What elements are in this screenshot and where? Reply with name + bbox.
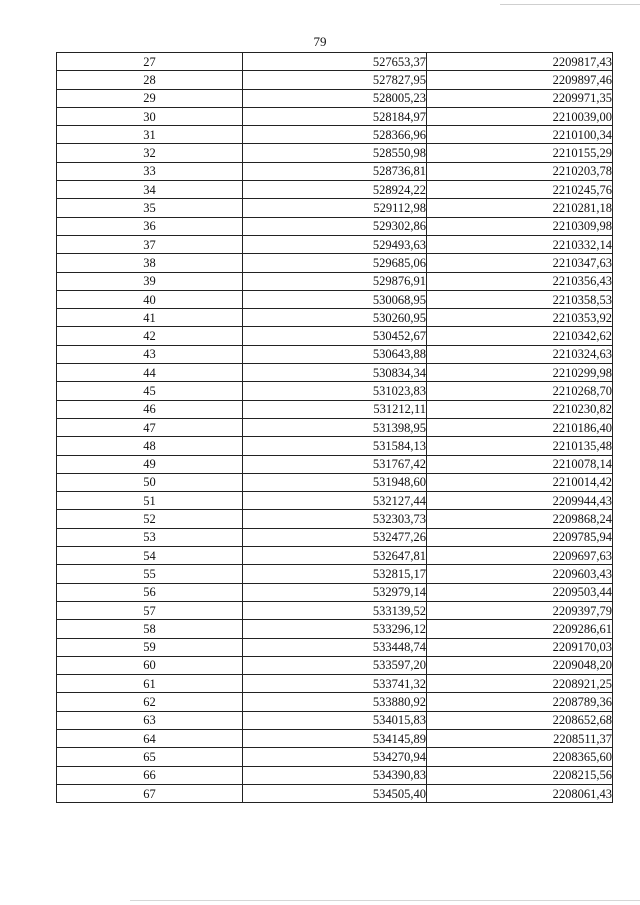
x-coordinate-cell: 530068,95 (243, 290, 427, 308)
point-number-cell: 39 (57, 272, 243, 290)
x-coordinate-cell: 532815,17 (243, 565, 427, 583)
table-row (57, 144, 613, 162)
table-row (57, 345, 613, 363)
x-coordinate-cell: 533597,20 (243, 656, 427, 674)
x-coordinate-cell: 531023,83 (243, 382, 427, 400)
table-row (57, 418, 613, 436)
y-coordinate-cell: 2208215,56 (427, 766, 613, 784)
y-coordinate-cell: 2210135,48 (427, 437, 613, 455)
x-coordinate-cell: 529685,06 (243, 254, 427, 272)
y-coordinate-cell: 2210186,40 (427, 418, 613, 436)
y-coordinate-cell: 2209503,44 (427, 583, 613, 601)
y-coordinate-cell: 2210078,14 (427, 455, 613, 473)
x-coordinate-cell: 527827,95 (243, 71, 427, 89)
table-row (57, 492, 613, 510)
point-number-cell: 58 (57, 620, 243, 638)
table-row (57, 254, 613, 272)
x-coordinate-cell: 531767,42 (243, 455, 427, 473)
x-coordinate-cell: 533296,12 (243, 620, 427, 638)
scan-edge-top (500, 4, 640, 5)
table-row (57, 217, 613, 235)
y-coordinate-cell: 2210155,29 (427, 144, 613, 162)
table-row (57, 473, 613, 491)
table-row (57, 656, 613, 674)
x-coordinate-cell: 531212,11 (243, 400, 427, 418)
table-row (57, 364, 613, 382)
x-coordinate-cell: 533139,52 (243, 601, 427, 619)
point-number-cell: 59 (57, 638, 243, 656)
table-row (57, 766, 613, 784)
point-number-cell: 44 (57, 364, 243, 382)
x-coordinate-cell: 527653,37 (243, 53, 427, 71)
point-number-cell: 66 (57, 766, 243, 784)
x-coordinate-cell: 528184,97 (243, 107, 427, 125)
table-row (57, 528, 613, 546)
coordinates-table (56, 52, 613, 803)
x-coordinate-cell: 534145,89 (243, 729, 427, 747)
table-row (57, 437, 613, 455)
point-number-cell: 50 (57, 473, 243, 491)
x-coordinate-cell: 533741,32 (243, 675, 427, 693)
x-coordinate-cell: 534015,83 (243, 711, 427, 729)
y-coordinate-cell: 2209817,43 (427, 53, 613, 71)
point-number-cell: 56 (57, 583, 243, 601)
x-coordinate-cell: 533880,92 (243, 693, 427, 711)
y-coordinate-cell: 2210358,53 (427, 290, 613, 308)
table-row (57, 748, 613, 766)
table-row (57, 784, 613, 802)
point-number-cell: 54 (57, 547, 243, 565)
y-coordinate-cell: 2209170,03 (427, 638, 613, 656)
scan-edge-bottom (130, 900, 640, 901)
table-row (57, 565, 613, 583)
point-number-cell: 41 (57, 309, 243, 327)
table-row (57, 71, 613, 89)
x-coordinate-cell: 530260,95 (243, 309, 427, 327)
table-row (57, 126, 613, 144)
page-number: 79 (313, 34, 327, 49)
table-row (57, 290, 613, 308)
table-row (57, 89, 613, 107)
y-coordinate-cell: 2208061,43 (427, 784, 613, 802)
point-number-cell: 35 (57, 199, 243, 217)
table-row (57, 729, 613, 747)
x-coordinate-cell: 534270,94 (243, 748, 427, 766)
y-coordinate-cell: 2208789,36 (427, 693, 613, 711)
y-coordinate-cell: 2209697,63 (427, 547, 613, 565)
x-coordinate-cell: 533448,74 (243, 638, 427, 656)
x-coordinate-cell: 531584,13 (243, 437, 427, 455)
point-number-cell: 36 (57, 217, 243, 235)
point-number-cell: 61 (57, 675, 243, 693)
point-number-cell: 31 (57, 126, 243, 144)
table-row (57, 693, 613, 711)
y-coordinate-cell: 2210281,18 (427, 199, 613, 217)
x-coordinate-cell: 528005,23 (243, 89, 427, 107)
table-row (57, 272, 613, 290)
x-coordinate-cell: 530834,34 (243, 364, 427, 382)
y-coordinate-cell: 2208921,25 (427, 675, 613, 693)
point-number-cell: 64 (57, 729, 243, 747)
point-number-cell: 51 (57, 492, 243, 510)
table-row (57, 510, 613, 528)
point-number-cell: 29 (57, 89, 243, 107)
point-number-cell: 40 (57, 290, 243, 308)
point-number-cell: 65 (57, 748, 243, 766)
y-coordinate-cell: 2210324,63 (427, 345, 613, 363)
x-coordinate-cell: 532127,44 (243, 492, 427, 510)
x-coordinate-cell: 534505,40 (243, 784, 427, 802)
y-coordinate-cell: 2209603,43 (427, 565, 613, 583)
y-coordinate-cell: 2210356,43 (427, 272, 613, 290)
table-row (57, 638, 613, 656)
point-number-cell: 60 (57, 656, 243, 674)
x-coordinate-cell: 531398,95 (243, 418, 427, 436)
y-coordinate-cell: 2210268,70 (427, 382, 613, 400)
table-row (57, 162, 613, 180)
point-number-cell: 49 (57, 455, 243, 473)
y-coordinate-cell: 2209785,94 (427, 528, 613, 546)
table-row (57, 382, 613, 400)
y-coordinate-cell: 2208365,60 (427, 748, 613, 766)
x-coordinate-cell: 528366,96 (243, 126, 427, 144)
x-coordinate-cell: 528550,98 (243, 144, 427, 162)
x-coordinate-cell: 534390,83 (243, 766, 427, 784)
point-number-cell: 43 (57, 345, 243, 363)
y-coordinate-cell: 2209897,46 (427, 71, 613, 89)
table-row (57, 53, 613, 71)
table-row (57, 181, 613, 199)
table-row (57, 199, 613, 217)
table-row (57, 400, 613, 418)
point-number-cell: 52 (57, 510, 243, 528)
point-number-cell: 34 (57, 181, 243, 199)
x-coordinate-cell: 529876,91 (243, 272, 427, 290)
table-row (57, 235, 613, 253)
y-coordinate-cell: 2209944,43 (427, 492, 613, 510)
y-coordinate-cell: 2210347,63 (427, 254, 613, 272)
x-coordinate-cell: 532303,73 (243, 510, 427, 528)
point-number-cell: 55 (57, 565, 243, 583)
table-row (57, 327, 613, 345)
point-number-cell: 47 (57, 418, 243, 436)
x-coordinate-cell: 529112,98 (243, 199, 427, 217)
table-row (57, 547, 613, 565)
x-coordinate-cell: 532979,14 (243, 583, 427, 601)
y-coordinate-cell: 2208511,37 (427, 729, 613, 747)
y-coordinate-cell: 2209971,35 (427, 89, 613, 107)
point-number-cell: 28 (57, 71, 243, 89)
point-number-cell: 62 (57, 693, 243, 711)
point-number-cell: 27 (57, 53, 243, 71)
table-row (57, 620, 613, 638)
point-number-cell: 32 (57, 144, 243, 162)
y-coordinate-cell: 2210039,00 (427, 107, 613, 125)
x-coordinate-cell: 529302,86 (243, 217, 427, 235)
table-row (57, 107, 613, 125)
y-coordinate-cell: 2209868,24 (427, 510, 613, 528)
y-coordinate-cell: 2210299,98 (427, 364, 613, 382)
y-coordinate-cell: 2209397,79 (427, 601, 613, 619)
y-coordinate-cell: 2210100,34 (427, 126, 613, 144)
x-coordinate-cell: 529493,63 (243, 235, 427, 253)
y-coordinate-cell: 2210014,42 (427, 473, 613, 491)
y-coordinate-cell: 2210203,78 (427, 162, 613, 180)
x-coordinate-cell: 528736,81 (243, 162, 427, 180)
table-row (57, 711, 613, 729)
point-number-cell: 53 (57, 528, 243, 546)
point-number-cell: 67 (57, 784, 243, 802)
y-coordinate-cell: 2209048,20 (427, 656, 613, 674)
coordinates-table-body (57, 53, 613, 803)
point-number-cell: 37 (57, 235, 243, 253)
table-row (57, 583, 613, 601)
x-coordinate-cell: 528924,22 (243, 181, 427, 199)
point-number-cell: 48 (57, 437, 243, 455)
table-row (57, 601, 613, 619)
y-coordinate-cell: 2210342,62 (427, 327, 613, 345)
y-coordinate-cell: 2210230,82 (427, 400, 613, 418)
x-coordinate-cell: 532647,81 (243, 547, 427, 565)
y-coordinate-cell: 2210309,98 (427, 217, 613, 235)
point-number-cell: 38 (57, 254, 243, 272)
y-coordinate-cell: 2209286,61 (427, 620, 613, 638)
y-coordinate-cell: 2210332,14 (427, 235, 613, 253)
table-row (57, 309, 613, 327)
y-coordinate-cell: 2210245,76 (427, 181, 613, 199)
y-coordinate-cell: 2208652,68 (427, 711, 613, 729)
y-coordinate-cell: 2210353,92 (427, 309, 613, 327)
x-coordinate-cell: 530643,88 (243, 345, 427, 363)
point-number-cell: 46 (57, 400, 243, 418)
table-row (57, 455, 613, 473)
point-number-cell: 57 (57, 601, 243, 619)
x-coordinate-cell: 530452,67 (243, 327, 427, 345)
table-row (57, 675, 613, 693)
point-number-cell: 42 (57, 327, 243, 345)
point-number-cell: 63 (57, 711, 243, 729)
x-coordinate-cell: 531948,60 (243, 473, 427, 491)
point-number-cell: 45 (57, 382, 243, 400)
x-coordinate-cell: 532477,26 (243, 528, 427, 546)
point-number-cell: 33 (57, 162, 243, 180)
point-number-cell: 30 (57, 107, 243, 125)
